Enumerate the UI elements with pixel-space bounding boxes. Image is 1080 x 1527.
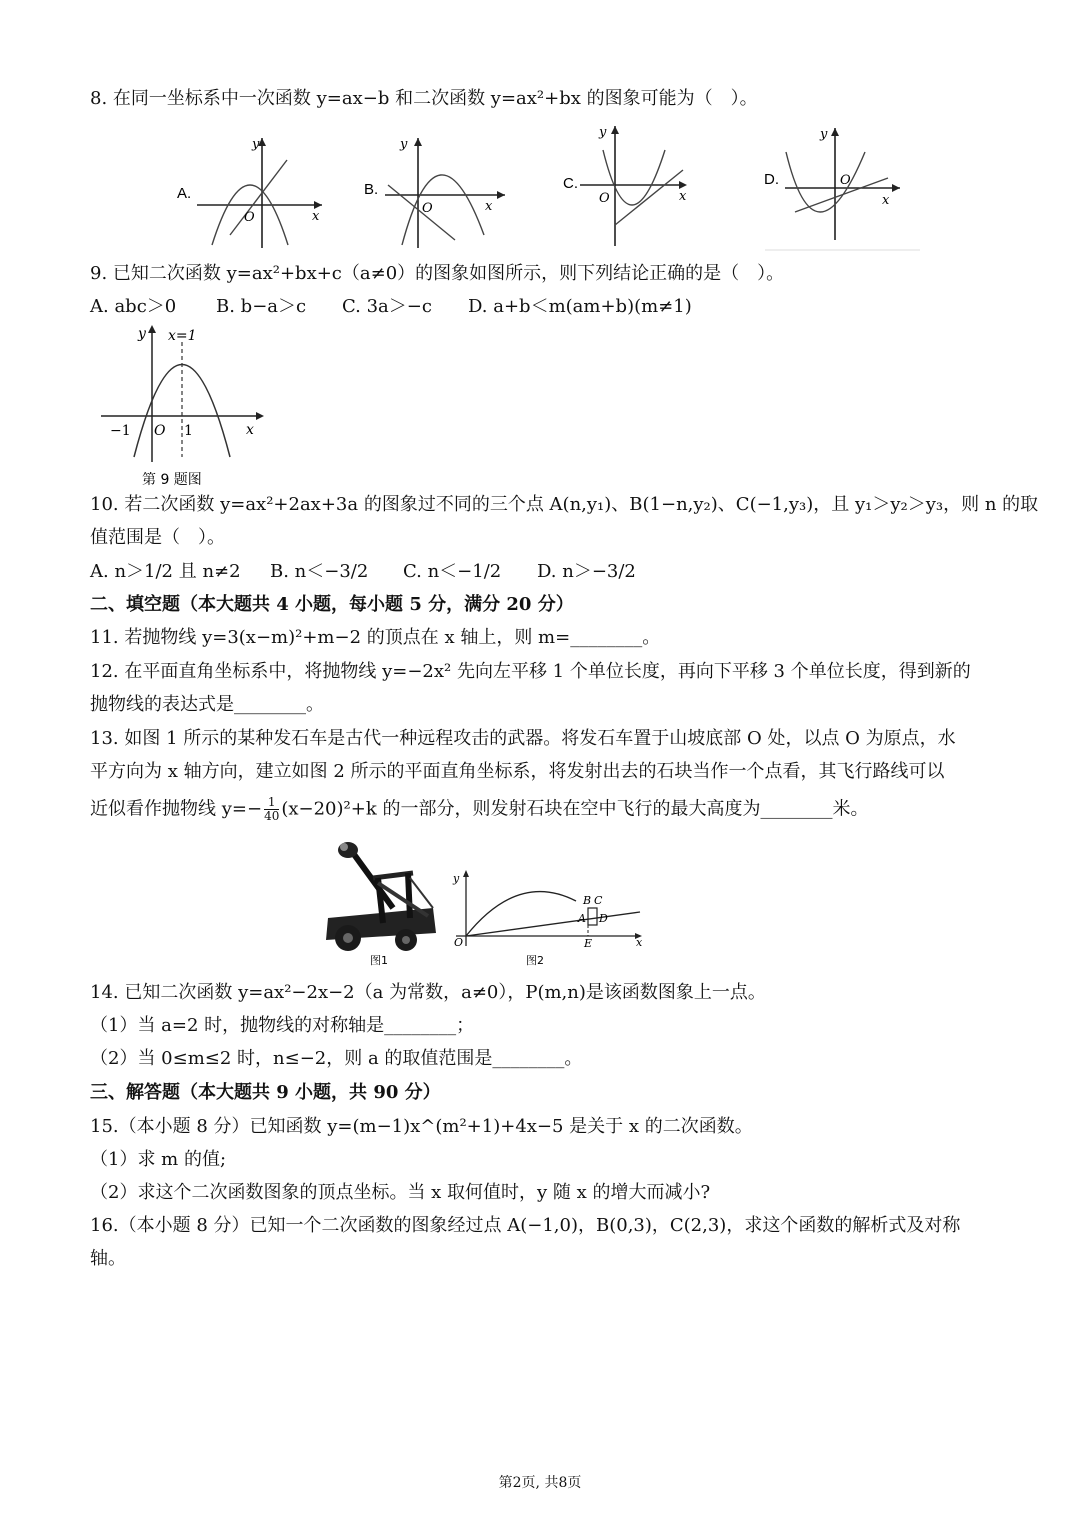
question-9-options xyxy=(90,294,692,320)
question-10-line2: 值范围是（ ）。 xyxy=(90,527,225,548)
svg-text:A: A xyxy=(578,912,586,925)
svg-text:y: y xyxy=(138,326,146,342)
question-14-part2: （2）当 0≤m≤2 时，n≤−2，则 a 的取值范围是________。 xyxy=(90,1048,583,1069)
question-16-line1: 16.（本小题 8 分）已知一个二次函数的图象经过点 A(−1,0)，B(0,3)，C(2,3)，求这个函数的解析式及对称 xyxy=(90,1215,961,1236)
svg-text:y: y xyxy=(453,872,460,885)
svg-text:x: x xyxy=(636,936,643,949)
svg-text:x=1: x=1 xyxy=(168,328,197,344)
question-10-options xyxy=(90,559,636,585)
svg-text:C: C xyxy=(594,894,603,907)
trajectory-figure-2 xyxy=(448,866,648,968)
question-15-part1: （1）求 m 的值; xyxy=(90,1149,227,1170)
question-13-line3: 近似看作抛物线 y=− $\frac{1}{40}$ (x−20)²+k 的一部分，则发射石块在空中飞行的最大高度为________米。 xyxy=(90,795,869,823)
question-10-line1: 10. 若二次函数 y=ax²+2ax+3a 的图象过不同的三个点 A(n,y₁)、B(1−n,y₂)、C(−1,y₃)，且 y₁＞y₂＞y₃，则 n 的取 xyxy=(90,494,1039,515)
svg-text:E: E xyxy=(584,937,593,950)
q9-figure-caption: 第 9 题图 xyxy=(142,472,202,488)
q10-option-a: A. n＞1/2 且 n≠2 xyxy=(90,561,241,582)
q10-option-b: B. n＜−3/2 xyxy=(270,561,369,582)
question-8-text: 8. 在同一坐标系中一次函数 y=ax−b 和二次函数 y=ax²+bx 的图象可能为（ ）。 xyxy=(90,88,758,109)
question-13-line2: 平方向为 x 轴方向，建立如图 2 所示的平面直角坐标系，将发射出去的石块当作一个点看，其飞行路线可以 xyxy=(90,761,945,782)
q8-label-b: B. xyxy=(364,181,379,198)
svg-text:x: x xyxy=(485,199,493,214)
q8-option-a-graph xyxy=(172,130,332,250)
q8-option-b-graph xyxy=(360,130,520,250)
svg-text:O: O xyxy=(454,936,464,949)
question-12-line1: 12. 在平面直角坐标系中，将抛物线 y=−2x² 先向左平移 1 个单位长度，再向下平移 3 个单位长度，得到新的 xyxy=(90,661,971,682)
question-14-part1: （1）当 a=2 时，抛物线的对称轴是________； xyxy=(90,1015,475,1036)
q8-label-c: C. xyxy=(563,175,578,192)
svg-text:y: y xyxy=(820,127,828,142)
svg-text:y: y xyxy=(252,137,260,152)
q9-option-b: B. b−a＞c xyxy=(216,296,307,317)
question-15-part2: （2）求这个二次函数图象的顶点坐标。当 x 取何值时，y 随 x 的增大而减小? xyxy=(90,1182,711,1203)
question-14-line1: 14. 已知二次函数 y=ax²−2x−2（a 为常数，a≠0），P(m,n)是该函数图象上一点。 xyxy=(90,982,766,1003)
svg-text:O: O xyxy=(840,173,851,188)
q10-option-d: D. n＞−3/2 xyxy=(537,561,636,582)
svg-text:x: x xyxy=(882,193,890,208)
question-13-line1: 13. 如图 1 所示的某种发石车是古代一种远程攻击的武器。将发石车置于山坡底部 O 处，以点 O 为原点，水 xyxy=(90,728,956,749)
q9-figure xyxy=(96,322,271,492)
q8-option-d-graph xyxy=(760,122,930,254)
question-15-line1: 15.（本小题 8 分）已知函数 y=(m−1)x^(m²+1)+4x−5 是关于 x 的二次函数。 xyxy=(90,1116,753,1137)
q9-option-a: A. abc＞0 xyxy=(90,296,177,317)
section-3-heading: 三、解答题（本大题共 9 小题，共 90 分） xyxy=(90,1082,441,1103)
catapult-image xyxy=(318,838,443,972)
svg-text:x: x xyxy=(312,209,320,224)
svg-text:−1: −1 xyxy=(110,423,131,439)
svg-text:B: B xyxy=(583,894,592,907)
svg-text:O: O xyxy=(154,423,166,439)
page-footer: 第2页, 共8页 xyxy=(498,1475,582,1491)
q9-option-c: C. 3a＞−c xyxy=(342,296,432,317)
question-16-line2: 轴。 xyxy=(90,1248,126,1269)
question-11-text: 11. 若抛物线 y=3(x−m)²+m−2 的顶点在 x 轴上，则 m=________。 xyxy=(90,627,661,648)
question-9-text: 9. 已知二次函数 y=ax²+bx+c（a≠0）的图象如图所示，则下列结论正确的是（ ）。 xyxy=(90,263,785,284)
svg-text:y: y xyxy=(599,125,607,140)
section-2-heading: 二、填空题（本大题共 4 小题，每小题 5 分，满分 20 分） xyxy=(90,594,574,615)
svg-text:1: 1 xyxy=(184,423,193,439)
q8-label-a: A. xyxy=(177,185,192,202)
figure-2-caption: 图2 xyxy=(526,954,544,967)
q9-option-d: D. a+b＜m(am+b)(m≠1) xyxy=(468,296,692,317)
svg-text:O: O xyxy=(422,201,433,216)
fraction-1-40: $\frac{1}{40}$ xyxy=(264,795,280,823)
svg-text:O: O xyxy=(599,191,610,206)
svg-text:x: x xyxy=(246,422,254,438)
svg-text:y: y xyxy=(400,137,408,152)
svg-text:O: O xyxy=(244,210,255,225)
svg-text:D: D xyxy=(599,912,608,925)
q8-option-c-graph xyxy=(555,120,715,248)
q10-option-c: C. n＜−1/2 xyxy=(403,561,502,582)
svg-text:x: x xyxy=(679,189,687,204)
q8-label-d: D. xyxy=(764,171,779,188)
question-12-line2: 抛物线的表达式是________。 xyxy=(90,694,324,715)
figure-1-caption: 图1 xyxy=(370,954,388,967)
